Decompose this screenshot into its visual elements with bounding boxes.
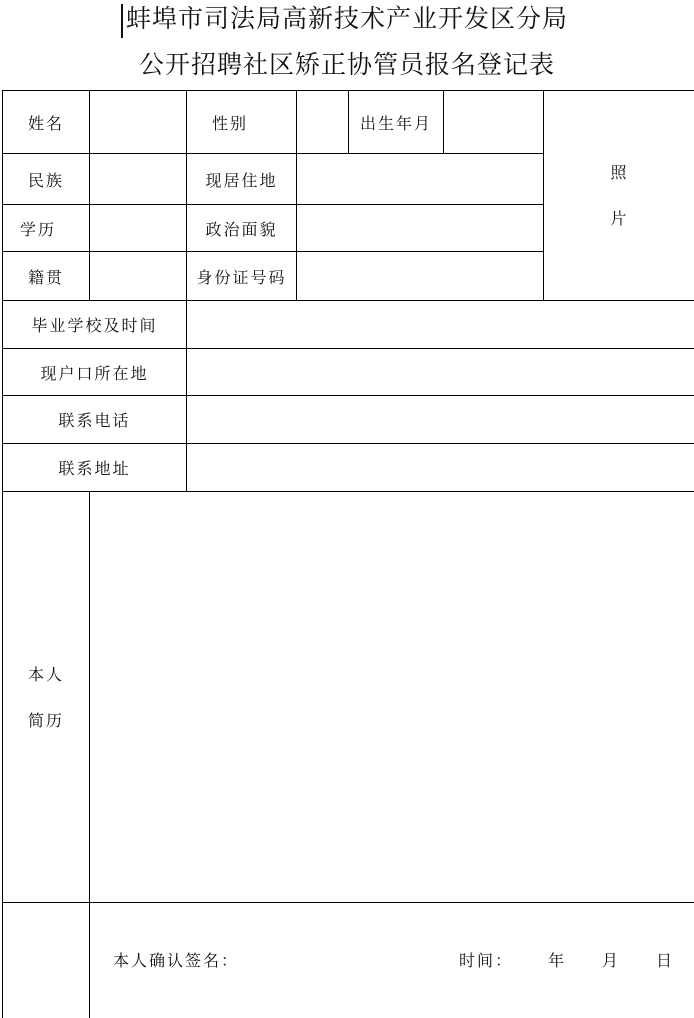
signature-label: 本人确认签名： — [113, 951, 240, 970]
document-title-line1: 蚌埠市司法局高新技术产业开发区分局 — [125, 4, 568, 33]
phone-field[interactable] — [187, 396, 694, 443]
ethnicity-field[interactable] — [90, 154, 186, 204]
label-residence: 现居住地 — [205, 170, 278, 190]
label-id-number: 身份证号码 — [196, 267, 287, 287]
label-address: 联系地址 — [58, 459, 131, 478]
political-status-field[interactable] — [297, 205, 543, 251]
gender-field[interactable] — [297, 91, 348, 153]
label-birth: 出生年月 — [359, 113, 432, 133]
id-number-field[interactable] — [297, 252, 543, 300]
signature-day: 日 — [656, 951, 675, 970]
photo-box[interactable] — [543, 90, 694, 300]
education-field[interactable] — [90, 205, 186, 251]
signature-time-label: 时间： — [459, 951, 514, 970]
grid-line — [2, 902, 694, 903]
school-and-time-field[interactable] — [187, 301, 694, 348]
signature-month: 月 — [602, 951, 621, 970]
resume-label-line2: 简历 — [27, 711, 64, 730]
name-field[interactable] — [90, 91, 186, 153]
text-cursor — [121, 4, 123, 38]
label-name: 姓名 — [27, 113, 64, 133]
native-place-field[interactable] — [90, 252, 186, 300]
label-ethnicity: 民族 — [27, 170, 64, 190]
label-household-location: 现户口所在地 — [40, 363, 149, 383]
label-native-place: 籍贯 — [27, 267, 64, 287]
birth-field[interactable] — [444, 91, 543, 153]
label-school-and-time: 毕业学校及时间 — [31, 316, 158, 335]
label-education: 学历 — [20, 219, 57, 239]
photo-char2: 片 — [610, 209, 627, 228]
residence-field[interactable] — [297, 154, 543, 204]
address-field[interactable] — [187, 444, 694, 491]
household-location-field[interactable] — [187, 349, 694, 395]
resume-label-line1: 本人 — [27, 665, 64, 684]
signature-year: 年 — [548, 951, 567, 970]
label-phone: 联系电话 — [58, 411, 131, 430]
document-title-line2: 公开招聘社区矫正协管员报名登记表 — [138, 50, 555, 79]
resume-field[interactable] — [90, 492, 694, 902]
label-political-status: 政治面貌 — [205, 219, 278, 239]
photo-char1: 照 — [610, 163, 627, 182]
resume-label — [2, 492, 90, 902]
label-gender: 性别 — [211, 113, 248, 133]
